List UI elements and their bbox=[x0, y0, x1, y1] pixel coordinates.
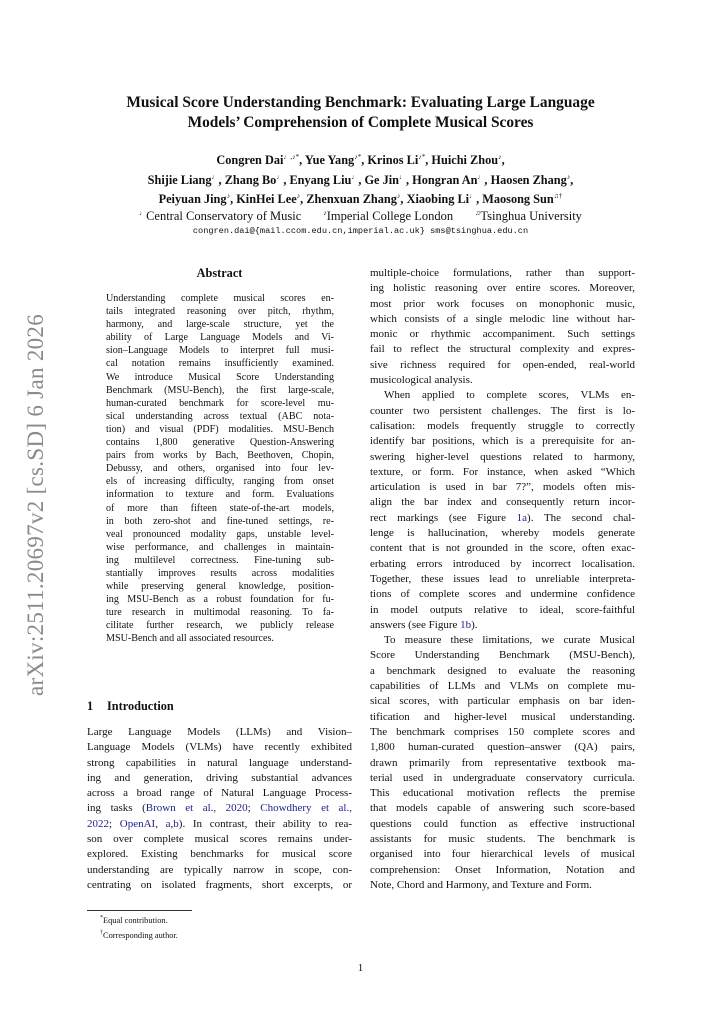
text-line: fail to reflect the structural complexity and expres- bbox=[370, 343, 635, 356]
text-line: ing holistic reasoning over entire scores. Moreover, bbox=[370, 282, 635, 295]
author-mark: ♩ bbox=[399, 172, 406, 181]
footnotes bbox=[87, 912, 352, 942]
citation-link[interactable]: 2022 bbox=[87, 817, 109, 830]
citation-link[interactable]: Brown et al., 2020 bbox=[145, 802, 248, 815]
author-mark: ♩ bbox=[351, 172, 359, 181]
text-line: understanding are typically narrow in scope, con- bbox=[87, 863, 352, 876]
text-line: cilitate further research, we publicly release bbox=[106, 620, 334, 632]
arxiv-identifier-stamp bbox=[14, 290, 58, 720]
author-mark: ♪* bbox=[418, 153, 426, 161]
author-name: Ge Jin bbox=[364, 172, 399, 187]
text-line: comprehension: Onset Information, Notation and bbox=[370, 863, 635, 876]
author-mark: ♪ bbox=[296, 192, 301, 201]
author-name: Zhenxuan Zhang bbox=[306, 192, 397, 207]
paper-title bbox=[80, 93, 641, 133]
figure-ref-link[interactable]: 1a bbox=[516, 511, 528, 524]
author-mark: ♩ bbox=[477, 172, 485, 181]
text-line: When applied to complete scores, VLMs en- bbox=[384, 389, 635, 402]
text-line: tification and higher-level musical understanding. bbox=[370, 710, 635, 723]
text-line: texture, or form. For instance, when asked “Which bbox=[370, 465, 635, 478]
intro-left-column bbox=[87, 725, 352, 893]
text-line: identify bar positions, which is a prerequisite for an- bbox=[370, 435, 635, 448]
text-line: explored. Existing benchmarks for musical score bbox=[87, 848, 352, 861]
text-line: terial used in undergraduate conservatory curricula. bbox=[370, 771, 635, 784]
text-line: in both zero-shot and fine-tuned settings, re- bbox=[106, 515, 334, 527]
author-name: Peiyuan Jing bbox=[158, 192, 227, 207]
author-name: Hongran An bbox=[412, 172, 478, 187]
figure-ref-link[interactable]: 1b bbox=[460, 618, 472, 631]
text-line: tails integrated reasoning over pitch, rhythm, bbox=[106, 306, 334, 318]
text-line: wise performance, and challenges in maintain- bbox=[106, 541, 334, 553]
text-line: centrating on isolated fragments, short excerpts, or bbox=[87, 878, 352, 891]
section-number: 1 bbox=[87, 699, 94, 713]
author-name: KinHei Lee bbox=[236, 192, 297, 207]
text-line: sical scores, with particular emphasis on bar iden- bbox=[370, 695, 635, 708]
text-line: Benchmark (MSU-Bench), the first large-scale, bbox=[106, 384, 334, 396]
text-line: Debussy, and others, organised into four lev- bbox=[106, 463, 334, 475]
text-line: contains 1,800 generative Question-Answering bbox=[106, 437, 334, 449]
text-line: The benchmark comprises 150 complete scores and bbox=[370, 725, 635, 738]
text-line: To measure these limitations, we curate Musical bbox=[384, 634, 635, 647]
text-line: MSU-Bench and all associated resources. bbox=[106, 633, 274, 645]
affiliation-name: Central Conservatory of Music bbox=[146, 209, 302, 224]
text-line: organised into four hierarchical levels of musical bbox=[370, 848, 635, 861]
text-line: calisation: models frequently struggle to correctly bbox=[370, 419, 635, 432]
author-name: Xiaobing Li bbox=[406, 192, 470, 207]
author-name: Zhang Bo bbox=[224, 172, 277, 187]
author-mark: ♪ bbox=[396, 192, 401, 201]
text-line: ability of Large Language Models and Vi- bbox=[106, 332, 334, 344]
author-mark: ♫† bbox=[553, 192, 563, 201]
author-name: Congren Dai bbox=[216, 153, 284, 168]
text-line: content that is not grounded in the score, often exac- bbox=[370, 542, 635, 555]
text-line: which consists of a single melodic line without har- bbox=[370, 312, 635, 325]
author-mark: ♩ bbox=[276, 172, 284, 181]
text-line: monic or rhythmic accompaniment. Such settings bbox=[370, 328, 635, 341]
author-name: Huichi Zhou bbox=[431, 153, 499, 168]
text-line: Note, Chord and Harmony, and Texture and Form. bbox=[370, 878, 592, 891]
citation-link[interactable]: OpenAI bbox=[119, 817, 156, 830]
text-line: son over complete musical scores remains under- bbox=[87, 833, 352, 846]
affiliation-name: Imperial College London bbox=[326, 209, 454, 224]
author-mark: ♪ bbox=[226, 192, 231, 201]
text-line: while preserving general knowledge, position- bbox=[106, 581, 334, 593]
affiliations bbox=[80, 205, 641, 224]
text-line: a benchmark designed to evaluate the reasoning bbox=[370, 664, 635, 677]
text-line: sion–Language Models to interpret full musi- bbox=[106, 345, 334, 357]
text-line: of more than fifteen state-of-the-art models, bbox=[106, 502, 334, 514]
text-line: This educational motivation reflects the premise bbox=[370, 787, 635, 800]
text-line: sive richness required for open-ended, real-world bbox=[370, 358, 635, 371]
author-line: Congren Dai♩,♪*, Yue Yang♪*, Krinos Li♪*, Huichi Zhou♪, bbox=[216, 153, 505, 168]
title-line: Models’ Comprehension of Complete Musical Scores bbox=[187, 114, 534, 131]
text-line: ture research in multimodal reasoning. To fa- bbox=[106, 607, 334, 619]
text-line: Large Language Models (LLMs) and Vision– bbox=[87, 726, 352, 738]
text-line: Understanding complete musical scores en- bbox=[106, 293, 334, 304]
text-line: across a broad range of Natural Language Process- bbox=[87, 787, 352, 800]
author-mark: ♩ bbox=[469, 192, 477, 201]
footnote: *Equal contribution. bbox=[100, 915, 168, 925]
text-line: in model outputs relative to ideal, score-faithful bbox=[370, 603, 635, 616]
text-line: 1,800 human-curated question–answer (QA) pairs, bbox=[370, 741, 635, 754]
text-line: capabilities of LLMs and VLMs on complete mu- bbox=[370, 680, 635, 693]
text-line: Language Models (VLMs) have recently exhibited bbox=[87, 741, 352, 754]
author-name: Enyang Liu bbox=[289, 172, 352, 187]
text-line: answers (see Figure 1b). bbox=[370, 618, 478, 631]
author-name: Shijie Liang bbox=[147, 172, 212, 187]
text-line: human-curated benchmark for score-level mu- bbox=[106, 397, 334, 409]
text-line: align the bar index and consequently return incor- bbox=[370, 496, 635, 509]
text-line: ing tasks (Brown et al., 2020; Chowdhery et al., bbox=[87, 802, 352, 815]
text-line: sical understanding across textual (ABC nota- bbox=[106, 410, 334, 422]
text-line: ing and generation, driving substantial advances bbox=[87, 771, 352, 784]
text-line: cal notation remains insufficiently examined. bbox=[106, 358, 334, 370]
text-line: strong capabilities in natural language understand- bbox=[87, 756, 352, 769]
text-line: tion) and visual (PDF) modalities. MSU-Bench bbox=[106, 423, 334, 435]
text-line: 2022; OpenAI, a,b). In contrast, their ability to rea- bbox=[87, 817, 352, 830]
text-line: harmony, and large-scale structure, yet the bbox=[106, 319, 334, 331]
text-line: rect markings (see Figure 1a). The second chal- bbox=[370, 511, 635, 524]
text-line: Score Understanding Benchmark (MSU-Bench), bbox=[370, 649, 635, 662]
author-emails: congren.dai@{mail.ccom.edu.cn,imperial.ac.uk} sms@tsinghua.edu.cn bbox=[192, 226, 529, 236]
text-line: tions of complete scores and undermine confidence bbox=[370, 588, 635, 601]
author-mark: ♪ bbox=[566, 172, 571, 181]
author-name: Maosong Sun bbox=[482, 192, 554, 207]
title-line: Musical Score Understanding Benchmark: Evaluating Large Language bbox=[126, 94, 595, 111]
text-line: We introduce Musical Score Understanding bbox=[106, 371, 334, 383]
author-mark: ♩,♪* bbox=[283, 153, 300, 161]
intro-right-column bbox=[370, 266, 635, 893]
author-name: Yue Yang bbox=[304, 153, 355, 168]
abstract-heading: Abstract bbox=[196, 266, 243, 280]
text-line: information to texture and form. Evaluations bbox=[106, 489, 334, 501]
text-line: counter two persistent challenges. The first is lo- bbox=[370, 404, 635, 417]
text-line: pairs from works by Bach, Beethoven, Chopin, bbox=[106, 450, 334, 462]
section-title: Introduction bbox=[107, 699, 174, 713]
footnote: †Corresponding author. bbox=[100, 930, 178, 940]
text-line: ing multilevel correctness. Fine-tuning sub- bbox=[106, 554, 334, 566]
text-line: veal pronounced modality gaps, unstable level- bbox=[106, 528, 334, 540]
text-line: drawn primarily from representative textbook ma- bbox=[370, 756, 635, 769]
citation-link[interactable]: b bbox=[173, 817, 179, 830]
text-line: stantially improves results across modalities bbox=[106, 567, 334, 579]
text-line: lenge is hallucination, whereby models generate bbox=[370, 527, 635, 540]
author-list bbox=[80, 149, 641, 208]
affiliation-mark: ♩ bbox=[139, 209, 147, 217]
text-line: els of increasing difficulty, ranging from onset bbox=[106, 476, 334, 488]
author-mark: ♪ bbox=[498, 153, 502, 161]
text-line: articulation is used in bar 7?”, models often mis- bbox=[370, 481, 635, 494]
author-name: Krinos Li bbox=[367, 153, 419, 168]
citation-link[interactable]: Chowdhery et al., bbox=[260, 802, 352, 815]
section-heading bbox=[87, 699, 174, 714]
citation-link[interactable]: a bbox=[165, 817, 171, 830]
text-line: multiple-choice formulations, rather than support- bbox=[370, 267, 635, 279]
affiliation-mark: ♪ bbox=[323, 209, 327, 217]
text-line: Together, these issues lead to unreliable interpreta- bbox=[370, 572, 635, 585]
text-line: most prior work focuses on monophonic music, bbox=[370, 297, 635, 310]
text-line: swering higher-level questions related to harmony, bbox=[370, 450, 635, 463]
text-line: erbating errors introduced by incorrect localisation. bbox=[370, 557, 635, 570]
affiliation-name: Tsinghua University bbox=[480, 209, 582, 224]
arxiv-identifier-text: arXiv:2511.20697v2 [cs.SD] 6 Jan 2026 bbox=[23, 313, 48, 697]
text-line: assistants for music students. The benchmark is bbox=[370, 832, 635, 845]
text-line: ing MSU-Bench as a robust foundation for fu- bbox=[106, 594, 334, 606]
footnote-rule bbox=[87, 910, 192, 911]
author-mark: ♪* bbox=[354, 153, 362, 161]
author-name: Haosen Zhang bbox=[490, 172, 567, 187]
text-line: that models capable of answering such score-based bbox=[370, 802, 635, 815]
page-number: 1 bbox=[357, 962, 364, 974]
abstract-body bbox=[106, 292, 334, 646]
author-line: Shijie Liang♩, Zhang Bo♩, Enyang Liu♩, Ge Jin♩, Hongran An♩, Haosen Zhang♪, bbox=[147, 172, 574, 187]
text-line: musicological analysis. bbox=[370, 374, 473, 387]
text-line: questions could function as effective instructional bbox=[370, 817, 635, 830]
author-line: Peiyuan Jing♪, KinHei Lee♪, Zhenxuan Zhang♪, Xiaobing Li♩, Maosong Sun♫† bbox=[158, 192, 563, 207]
affiliation-mark: ♫ bbox=[475, 209, 481, 217]
author-mark: ♩ bbox=[211, 172, 219, 181]
